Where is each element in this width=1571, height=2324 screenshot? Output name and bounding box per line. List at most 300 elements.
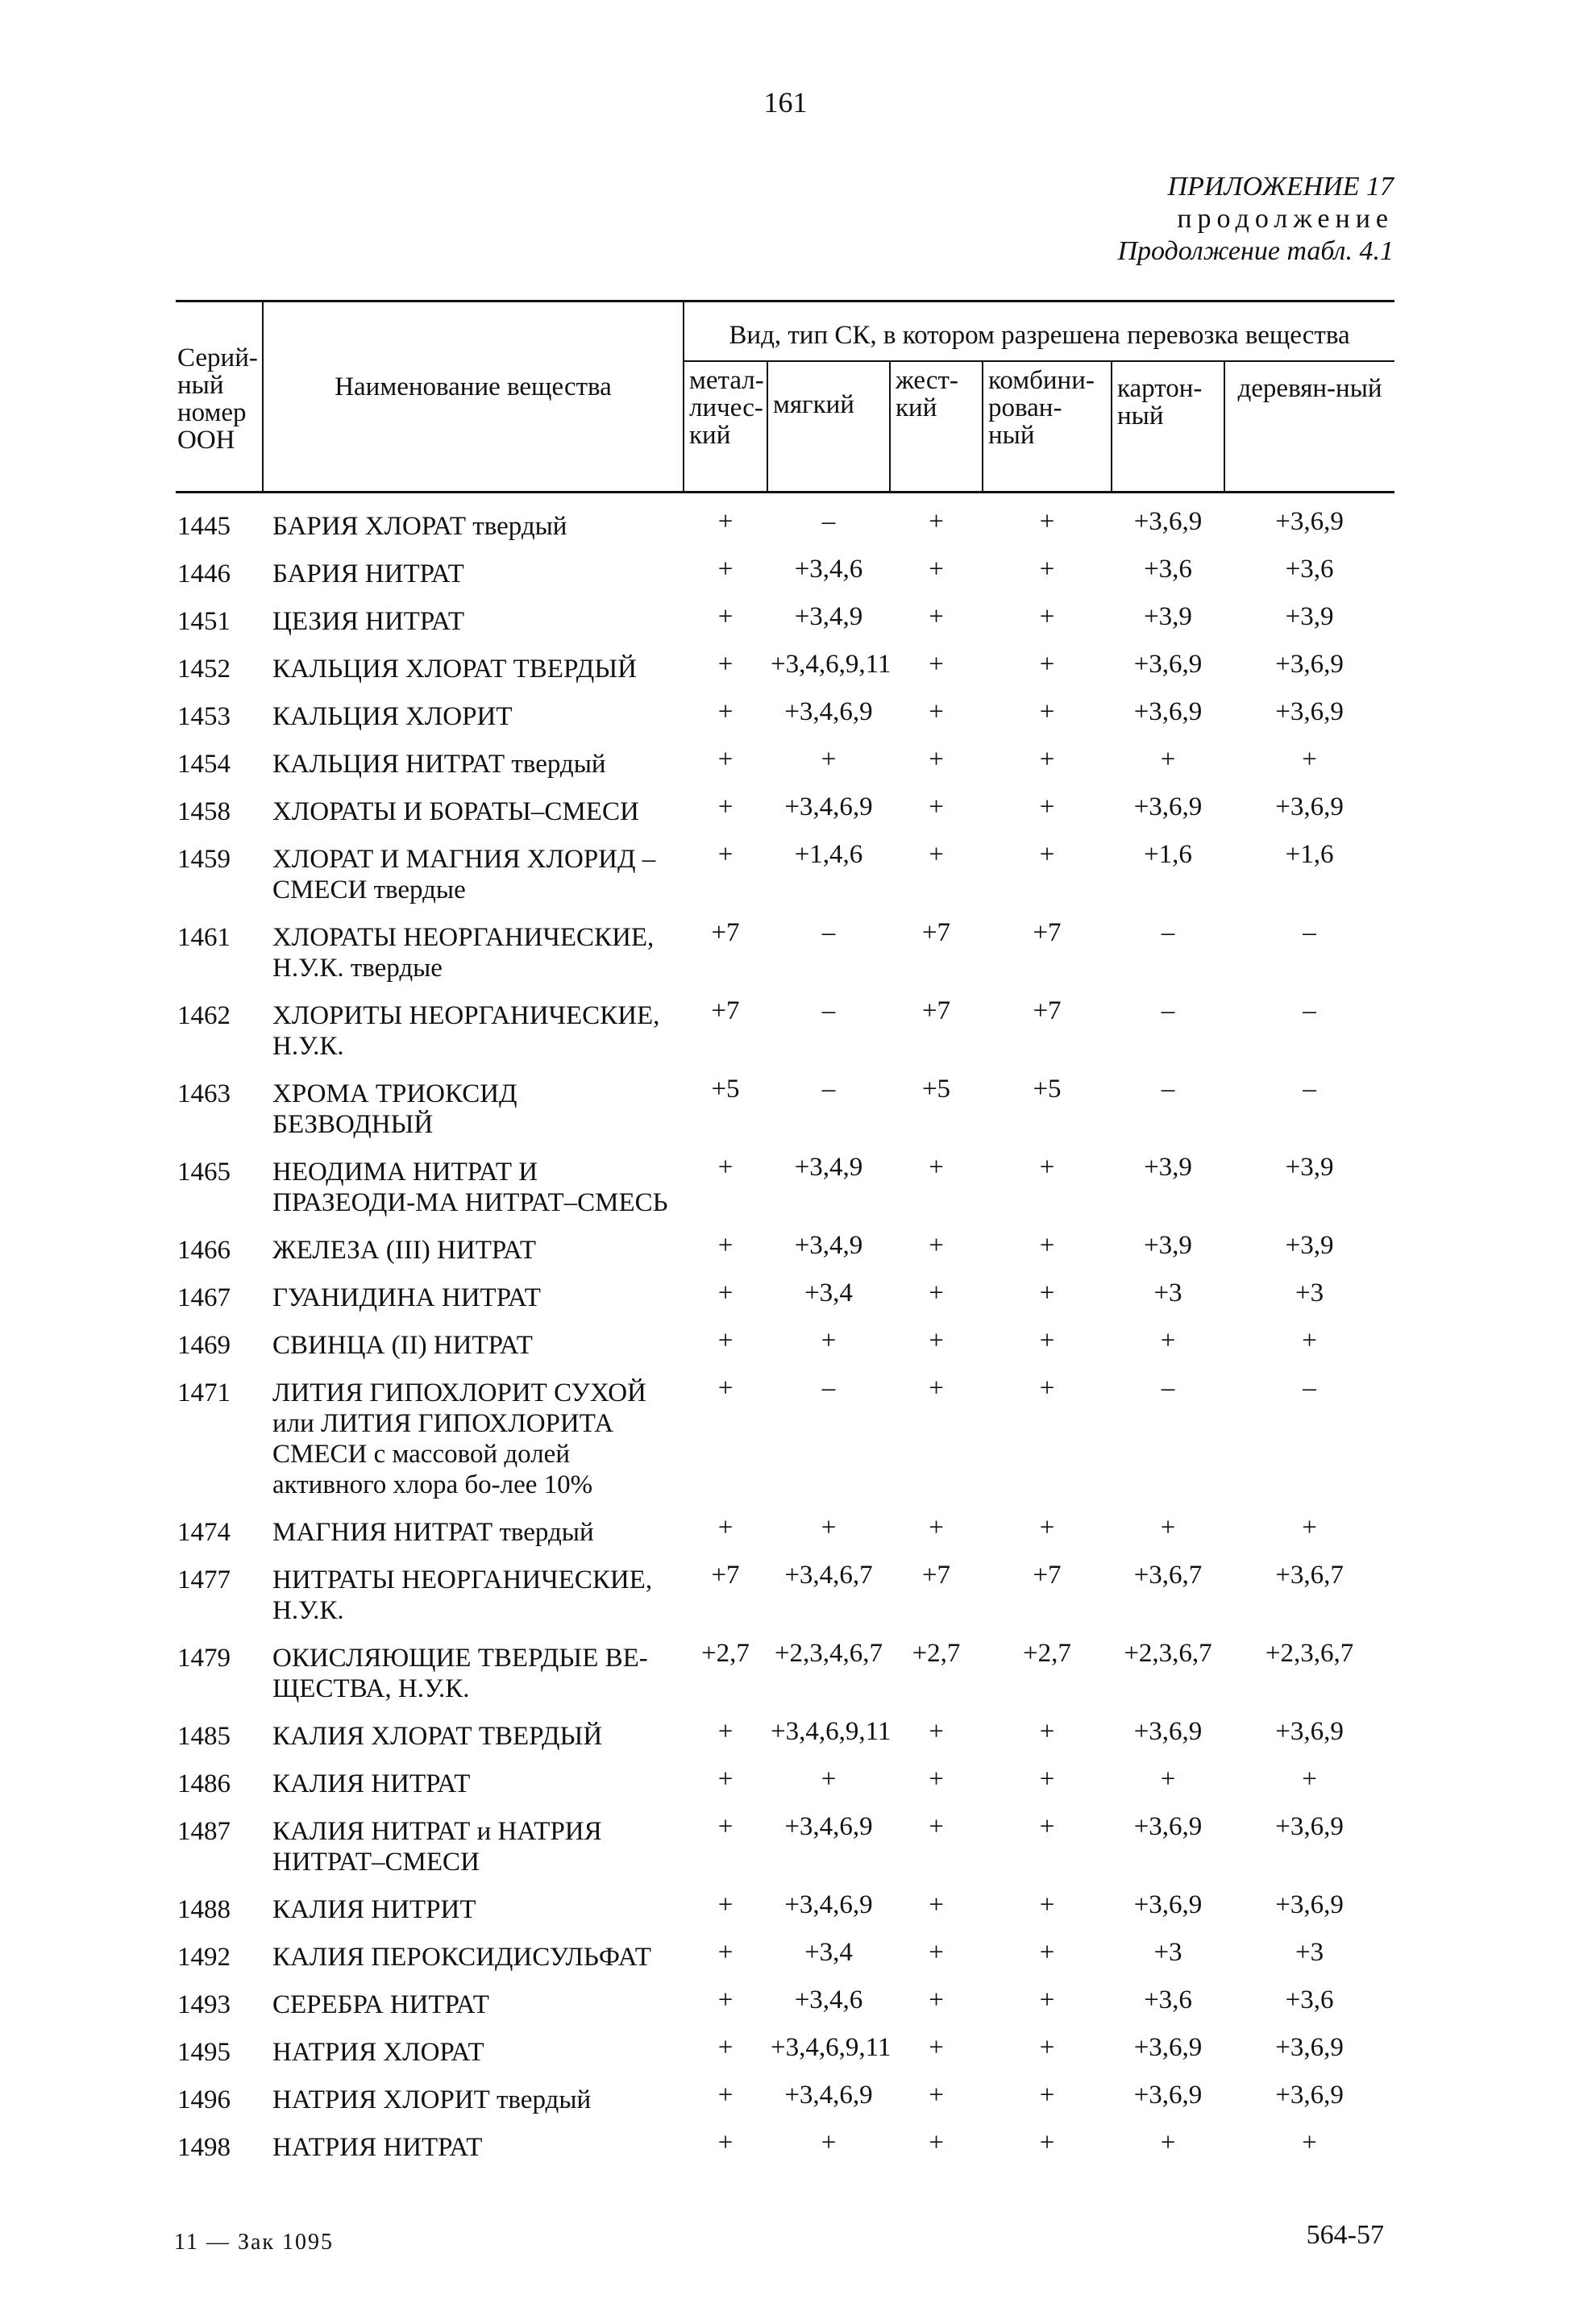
cell-wood-value: +2,3,6,7 bbox=[1265, 1639, 1354, 1668]
cell-substance-name: МАГНИЯ НИТРАТ твердый bbox=[272, 1518, 594, 1547]
cell-wood bbox=[1224, 596, 1394, 643]
cell-cardboard-value: – bbox=[1161, 918, 1175, 947]
cell-combined-value: + bbox=[1039, 792, 1055, 821]
cell-hard-value: + bbox=[929, 602, 944, 631]
cell-hard bbox=[890, 2074, 983, 2122]
cell-cardboard-value: +3,6,9 bbox=[1133, 1890, 1203, 1919]
cell-serial-number: 1485 bbox=[177, 1722, 231, 1751]
appendix-continuation: продолжение bbox=[1177, 204, 1394, 234]
cell-combined bbox=[983, 1931, 1112, 1979]
cell-substance-name: ЖЕЛЕЗА (III) НИТРАТ bbox=[272, 1236, 537, 1265]
cell-combined bbox=[983, 1320, 1112, 1367]
cell-soft-value: +3,4,6,7 bbox=[784, 1561, 873, 1590]
cell-cardboard-value: +3 bbox=[1153, 1278, 1182, 1308]
cell-combined-value: + bbox=[1039, 2033, 1055, 2062]
cell-metal-value: + bbox=[717, 2033, 734, 2062]
cell-combined-value: + bbox=[1039, 1513, 1055, 1542]
cell-metal-value: +2,7 bbox=[701, 1639, 750, 1668]
cell-wood bbox=[1224, 912, 1394, 990]
cell-wood-value: +3,6,9 bbox=[1275, 1812, 1344, 1841]
table-row bbox=[176, 912, 1394, 990]
cell-wood-value: +3 bbox=[1295, 1278, 1324, 1308]
cell-metal-value: +7 bbox=[711, 918, 740, 947]
cell-wood-value: +3,6,9 bbox=[1275, 2033, 1344, 2062]
table-row bbox=[176, 2074, 1394, 2122]
cell-substance-name: КАЛЬЦИЯ НИТРАТ твердый bbox=[272, 750, 606, 779]
cell-wood bbox=[1224, 1979, 1394, 2027]
cell-serial-number: 1459 bbox=[177, 845, 231, 874]
cell-soft bbox=[767, 990, 890, 1068]
cell-hard bbox=[890, 786, 983, 834]
cell-cardboard-value: +3,6,9 bbox=[1133, 792, 1203, 821]
cell-serial-number: 1463 bbox=[177, 1079, 231, 1108]
cell-combined-value: + bbox=[1039, 1278, 1055, 1308]
cell-cardboard bbox=[1112, 990, 1224, 1068]
cell-cardboard-value: +2,3,6,7 bbox=[1124, 1639, 1212, 1668]
cell-metal bbox=[684, 1272, 767, 1320]
cell-wood bbox=[1224, 738, 1394, 786]
cell-hard-value: + bbox=[929, 1153, 944, 1182]
cell-wood bbox=[1224, 1272, 1394, 1320]
cell-soft bbox=[767, 1806, 890, 1884]
table-row bbox=[176, 738, 1394, 786]
table-row bbox=[176, 1979, 1394, 2027]
cell-metal-value: + bbox=[717, 1153, 734, 1182]
cell-soft-value: +3,4,6 bbox=[794, 1985, 863, 2014]
cell-wood-value: + bbox=[1302, 1765, 1317, 1794]
cell-cardboard bbox=[1112, 1632, 1224, 1711]
cell-cardboard bbox=[1112, 738, 1224, 786]
cell-metal-value: + bbox=[717, 840, 734, 869]
cell-serial-number: 1479 bbox=[177, 1644, 231, 1673]
cell-combined-value: + bbox=[1039, 1812, 1055, 1841]
cell-serial-number: 1445 bbox=[177, 512, 231, 541]
table-row bbox=[176, 2027, 1394, 2074]
cell-combined bbox=[983, 493, 1112, 549]
footer-code: 564-57 bbox=[1306, 2220, 1384, 2250]
cell-wood bbox=[1224, 786, 1394, 834]
cell-hard bbox=[890, 691, 983, 738]
cell-soft-value: – bbox=[821, 996, 836, 1025]
cell-metal bbox=[684, 1931, 767, 1979]
cell-metal bbox=[684, 1224, 767, 1272]
cell-metal bbox=[684, 1979, 767, 2027]
cell-metal-value: + bbox=[717, 1890, 734, 1919]
cell-combined-value: + bbox=[1039, 1326, 1055, 1355]
cell-soft bbox=[767, 1507, 890, 1554]
cell-combined bbox=[983, 738, 1112, 786]
cell-cardboard bbox=[1112, 1068, 1224, 1146]
cell-combined bbox=[983, 834, 1112, 912]
cell-soft bbox=[767, 1320, 890, 1367]
cell-combined bbox=[983, 548, 1112, 596]
cell-metal bbox=[684, 1068, 767, 1146]
cell-combined bbox=[983, 1979, 1112, 2027]
cell-wood-value: +3 bbox=[1295, 1938, 1324, 1967]
cell-hard bbox=[890, 738, 983, 786]
cell-metal bbox=[684, 1146, 767, 1224]
cell-metal-value: + bbox=[717, 2128, 734, 2157]
cell-serial-number: 1451 bbox=[177, 607, 231, 636]
table-row bbox=[176, 1224, 1394, 1272]
cell-soft bbox=[767, 786, 890, 834]
cell-combined-value: + bbox=[1039, 1717, 1055, 1746]
cell-wood-value: +3,6,9 bbox=[1275, 650, 1344, 679]
cell-metal bbox=[684, 738, 767, 786]
cell-wood bbox=[1224, 493, 1394, 549]
cell-hard bbox=[890, 1146, 983, 1224]
cell-substance-name: СВИНЦА (II) НИТРАТ bbox=[272, 1331, 533, 1360]
cell-hard-value: +7 bbox=[921, 996, 951, 1025]
cell-hard bbox=[890, 1632, 983, 1711]
cell-soft bbox=[767, 2074, 890, 2122]
cell-metal bbox=[684, 1884, 767, 1931]
cell-soft-value: – bbox=[821, 1374, 836, 1403]
cell-cardboard bbox=[1112, 1806, 1224, 1884]
cell-combined bbox=[983, 596, 1112, 643]
cell-combined-value: + bbox=[1039, 1153, 1055, 1182]
cell-wood-value: – bbox=[1303, 1075, 1316, 1104]
cell-soft-value: +3,4,6,9 bbox=[784, 697, 873, 726]
cell-cardboard-value: + bbox=[1160, 1765, 1176, 1794]
cell-combined-value: +7 bbox=[1033, 918, 1062, 947]
cell-metal-value: +7 bbox=[711, 1561, 740, 1590]
cell-substance-name: КАЛИЯ ХЛОРАТ ТВЕРДЫЙ bbox=[272, 1722, 603, 1751]
cell-cardboard-value: +1,6 bbox=[1144, 840, 1192, 869]
cell-combined bbox=[983, 1224, 1112, 1272]
header-combined: комбини-рован-ный bbox=[983, 361, 1112, 493]
cell-metal bbox=[684, 1367, 767, 1507]
header-cardboard: картон-ный bbox=[1112, 361, 1224, 493]
cell-soft bbox=[767, 738, 890, 786]
cell-combined-value: + bbox=[1039, 507, 1055, 536]
cell-wood-value: – bbox=[1303, 918, 1316, 947]
cell-substance-name: КАЛЬЦИЯ ХЛОРИТ bbox=[272, 702, 513, 731]
cell-cardboard-value: + bbox=[1160, 745, 1176, 774]
header-substance-name: Наименование вещества bbox=[263, 301, 684, 493]
table-row bbox=[176, 1068, 1394, 1146]
cell-cardboard-value: +3,6,9 bbox=[1133, 507, 1203, 536]
header-wood: деревян-ный bbox=[1224, 361, 1394, 493]
cell-soft-value: +3,4,6,9 bbox=[784, 2081, 873, 2110]
cell-soft bbox=[767, 643, 890, 691]
cell-soft-value: +3,4,6 bbox=[794, 555, 863, 584]
cell-hard-value: + bbox=[929, 1326, 944, 1355]
cell-substance-name: НАТРИЯ НИТРАТ bbox=[272, 2133, 483, 2162]
cell-wood bbox=[1224, 1806, 1394, 1884]
cell-metal-value: + bbox=[717, 1812, 734, 1841]
cell-soft bbox=[767, 1884, 890, 1931]
cell-cardboard bbox=[1112, 2074, 1224, 2122]
cell-metal-value: + bbox=[717, 1231, 734, 1260]
cell-soft-value: +1,4,6 bbox=[794, 840, 863, 869]
cell-hard bbox=[890, 1884, 983, 1931]
cell-hard bbox=[890, 596, 983, 643]
cell-soft bbox=[767, 1146, 890, 1224]
cell-wood-value: – bbox=[1303, 996, 1316, 1025]
cell-combined-value: + bbox=[1039, 602, 1055, 631]
cell-metal bbox=[684, 1711, 767, 1758]
cell-hard bbox=[890, 1367, 983, 1507]
cell-hard-value: + bbox=[929, 697, 944, 726]
cell-serial-number: 1493 bbox=[177, 1990, 231, 2019]
cell-serial-number: 1461 bbox=[177, 923, 231, 952]
cell-wood bbox=[1224, 2074, 1394, 2122]
cell-soft bbox=[767, 2122, 890, 2169]
cell-combined-value: + bbox=[1039, 2081, 1055, 2110]
cell-substance-name: КАЛИЯ НИТРИТ bbox=[272, 1895, 476, 1924]
cell-soft-value: +3,4,9 bbox=[794, 602, 863, 631]
cell-combined bbox=[983, 2074, 1112, 2122]
cell-serial-number: 1466 bbox=[177, 1236, 231, 1265]
header-hard: жест-кий bbox=[890, 361, 983, 493]
cell-substance-name: КАЛЬЦИЯ ХЛОРАТ ТВЕРДЫЙ bbox=[272, 655, 637, 684]
table-row bbox=[176, 1367, 1394, 1507]
cell-substance-name: НЕОДИМА НИТРАТ И ПРАЗЕОДИ-МА НИТРАТ–СМЕСЬ bbox=[272, 1158, 668, 1217]
cell-cardboard-value: +3,6,9 bbox=[1133, 2081, 1203, 2110]
table-row bbox=[176, 1554, 1394, 1632]
cell-combined bbox=[983, 990, 1112, 1068]
cell-soft bbox=[767, 834, 890, 912]
cell-metal-value: + bbox=[717, 792, 734, 821]
cell-substance-name: НИТРАТЫ НЕОРГАНИЧЕСКИЕ, Н.У.К. bbox=[272, 1565, 653, 1625]
cell-combined-value: + bbox=[1039, 1231, 1055, 1260]
cell-combined-value: + bbox=[1039, 1374, 1055, 1403]
cell-combined bbox=[983, 1068, 1112, 1146]
cell-soft-value: +3,4,6,9,11 bbox=[771, 650, 891, 679]
header-metal: метал-личес-кий bbox=[684, 361, 767, 493]
cell-combined-value: +7 bbox=[1033, 996, 1062, 1025]
cell-hard-value: + bbox=[929, 650, 944, 679]
table-row bbox=[176, 1931, 1394, 1979]
table-row bbox=[176, 1507, 1394, 1554]
cell-combined bbox=[983, 2122, 1112, 2169]
cell-hard bbox=[890, 1711, 983, 1758]
cell-combined-value: + bbox=[1039, 1938, 1055, 1967]
cell-metal-value: +5 bbox=[711, 1075, 740, 1104]
cell-substance-name: БАРИЯ НИТРАТ bbox=[272, 559, 464, 588]
cell-soft-value: +3,4,9 bbox=[794, 1153, 863, 1182]
cell-hard-value: +2,7 bbox=[912, 1639, 961, 1668]
cell-wood bbox=[1224, 1758, 1394, 1806]
cell-soft-value: +3,4,6,9,11 bbox=[771, 1717, 891, 1746]
cell-soft-value: – bbox=[821, 918, 836, 947]
table-row bbox=[176, 493, 1394, 549]
cell-substance-name: ХЛОРАТЫ НЕОРГАНИЧЕСКИЕ, Н.У.К. твердые bbox=[272, 923, 655, 983]
cell-substance-name: КАЛИЯ НИТРАТ bbox=[272, 1769, 471, 1798]
cell-serial-number: 1467 bbox=[177, 1283, 231, 1312]
cell-hard bbox=[890, 990, 983, 1068]
cell-hard-value: + bbox=[929, 2128, 944, 2157]
cell-cardboard-value: – bbox=[1161, 996, 1175, 1025]
table-row bbox=[176, 990, 1394, 1068]
cell-substance-name: ХЛОРАТЫ И БОРАТЫ–СМЕСИ bbox=[272, 797, 639, 826]
cell-cardboard-value: + bbox=[1160, 1326, 1176, 1355]
cell-metal-value: + bbox=[717, 2081, 734, 2110]
cell-metal bbox=[684, 643, 767, 691]
cell-substance-name: НАТРИЯ ХЛОРИТ твердый bbox=[272, 2085, 592, 2114]
cell-cardboard-value: – bbox=[1161, 1374, 1175, 1403]
cell-wood bbox=[1224, 1632, 1394, 1711]
cell-soft-value: +3,4 bbox=[804, 1278, 853, 1308]
cell-cardboard bbox=[1112, 2122, 1224, 2169]
cell-hard-value: + bbox=[929, 1374, 944, 1403]
cell-serial-number: 1446 bbox=[177, 559, 231, 588]
cell-combined-value: + bbox=[1039, 840, 1055, 869]
cell-metal bbox=[684, 1320, 767, 1367]
table-row bbox=[176, 1632, 1394, 1711]
cell-cardboard-value: – bbox=[1161, 1075, 1175, 1104]
table-row bbox=[176, 786, 1394, 834]
cell-cardboard bbox=[1112, 1272, 1224, 1320]
cell-soft-value: – bbox=[821, 507, 836, 536]
cell-serial-number: 1474 bbox=[177, 1518, 231, 1547]
cell-wood bbox=[1224, 643, 1394, 691]
cell-wood bbox=[1224, 1068, 1394, 1146]
table-row bbox=[176, 2122, 1394, 2169]
cell-hard-value: +7 bbox=[921, 918, 951, 947]
page-number: 161 bbox=[763, 86, 808, 118]
cell-serial-number: 1469 bbox=[177, 1331, 231, 1360]
cell-soft bbox=[767, 548, 890, 596]
cell-wood-value: +1,6 bbox=[1285, 840, 1334, 869]
cell-cardboard bbox=[1112, 1224, 1224, 1272]
cell-cardboard-value: +3,6,9 bbox=[1133, 1717, 1203, 1746]
cell-hard bbox=[890, 912, 983, 990]
cell-cardboard-value: +3,9 bbox=[1144, 1153, 1192, 1182]
cell-soft-value: + bbox=[821, 745, 837, 774]
cell-cardboard-value: +3,6 bbox=[1144, 555, 1192, 584]
cell-wood bbox=[1224, 834, 1394, 912]
footer-order-number: 11 — Зак 1095 bbox=[174, 2230, 335, 2255]
substances-table bbox=[176, 300, 1394, 2169]
cell-wood bbox=[1224, 1554, 1394, 1632]
cell-combined bbox=[983, 1146, 1112, 1224]
cell-wood bbox=[1224, 1884, 1394, 1931]
cell-wood bbox=[1224, 691, 1394, 738]
table-row bbox=[176, 643, 1394, 691]
cell-combined bbox=[983, 2027, 1112, 2074]
cell-wood-value: +3,9 bbox=[1285, 602, 1334, 631]
cell-cardboard bbox=[1112, 1758, 1224, 1806]
cell-hard bbox=[890, 1979, 983, 2027]
cell-wood-value: +3,6,9 bbox=[1275, 1890, 1344, 1919]
header-container-type-group: Вид, тип СК, в котором разрешена перевозка вещества bbox=[684, 301, 1394, 362]
cell-cardboard-value: +3,6,9 bbox=[1133, 697, 1203, 726]
cell-soft bbox=[767, 2027, 890, 2074]
cell-combined-value: + bbox=[1039, 555, 1055, 584]
cell-combined bbox=[983, 1554, 1112, 1632]
cell-combined-value: +2,7 bbox=[1023, 1639, 1071, 1668]
cell-cardboard bbox=[1112, 548, 1224, 596]
cell-hard bbox=[890, 2027, 983, 2074]
cell-soft bbox=[767, 912, 890, 990]
cell-soft bbox=[767, 596, 890, 643]
cell-metal bbox=[684, 1554, 767, 1632]
cell-soft bbox=[767, 493, 890, 549]
cell-soft bbox=[767, 1367, 890, 1507]
cell-hard-value: + bbox=[929, 1890, 944, 1919]
cell-cardboard-value: +3,6,9 bbox=[1133, 2033, 1203, 2062]
cell-metal-value: + bbox=[717, 1765, 734, 1794]
cell-wood-value: +3,6,9 bbox=[1275, 697, 1344, 726]
cell-soft bbox=[767, 1711, 890, 1758]
cell-wood bbox=[1224, 548, 1394, 596]
cell-soft-value: +3,4,9 bbox=[794, 1231, 863, 1260]
cell-hard bbox=[890, 548, 983, 596]
cell-hard-value: + bbox=[929, 1812, 944, 1841]
cell-cardboard-value: +3,6,9 bbox=[1133, 650, 1203, 679]
cell-metal bbox=[684, 493, 767, 549]
cell-cardboard-value: +3 bbox=[1153, 1938, 1182, 1967]
cell-combined bbox=[983, 786, 1112, 834]
cell-soft-value: +2,3,4,6,7 bbox=[774, 1639, 883, 1668]
cell-metal-value: + bbox=[717, 697, 734, 726]
cell-wood-value: + bbox=[1302, 1513, 1317, 1542]
cell-cardboard-value: +3,6,9 bbox=[1133, 1812, 1203, 1841]
cell-hard bbox=[890, 2122, 983, 2169]
cell-wood bbox=[1224, 1507, 1394, 1554]
cell-metal-value: + bbox=[717, 1278, 734, 1308]
cell-metal-value: + bbox=[717, 1326, 734, 1355]
cell-hard-value: + bbox=[929, 1717, 944, 1746]
cell-hard-value: + bbox=[929, 2033, 944, 2062]
cell-metal-value: + bbox=[717, 1938, 734, 1967]
table-row bbox=[176, 1320, 1394, 1367]
cell-metal bbox=[684, 691, 767, 738]
cell-soft-value: +3,4,6,9,11 bbox=[771, 2033, 891, 2062]
cell-serial-number: 1486 bbox=[177, 1769, 231, 1798]
cell-soft bbox=[767, 1224, 890, 1272]
cell-combined bbox=[983, 1806, 1112, 1884]
table-continuation-ref: Продолжение табл. 4.1 bbox=[1117, 236, 1394, 266]
cell-soft-value: – bbox=[821, 1075, 836, 1104]
cell-metal bbox=[684, 912, 767, 990]
cell-metal-value: + bbox=[717, 555, 734, 584]
cell-cardboard bbox=[1112, 834, 1224, 912]
cell-cardboard bbox=[1112, 786, 1224, 834]
cell-hard-value: + bbox=[929, 555, 944, 584]
cell-wood-value: +3,6,7 bbox=[1275, 1561, 1344, 1590]
cell-metal bbox=[684, 1806, 767, 1884]
cell-metal bbox=[684, 990, 767, 1068]
cell-combined-value: + bbox=[1039, 1765, 1055, 1794]
cell-cardboard bbox=[1112, 493, 1224, 549]
cell-soft-value: + bbox=[821, 1326, 837, 1355]
cell-cardboard bbox=[1112, 2027, 1224, 2074]
cell-wood bbox=[1224, 1224, 1394, 1272]
cell-serial-number: 1452 bbox=[177, 655, 231, 684]
cell-wood-value: +3,6 bbox=[1285, 555, 1334, 584]
cell-soft-value: +3,4,6,9 bbox=[784, 1890, 873, 1919]
appendix-title: ПРИЛОЖЕНИЕ 17 bbox=[1167, 172, 1394, 202]
cell-serial-number: 1498 bbox=[177, 2133, 231, 2162]
cell-wood-value: + bbox=[1302, 745, 1317, 774]
cell-metal bbox=[684, 2074, 767, 2122]
table-row bbox=[176, 1758, 1394, 1806]
cell-hard bbox=[890, 643, 983, 691]
table-row bbox=[176, 834, 1394, 912]
cell-serial-number: 1471 bbox=[177, 1378, 231, 1407]
cell-metal-value: + bbox=[717, 602, 734, 631]
cell-wood bbox=[1224, 1711, 1394, 1758]
cell-cardboard bbox=[1112, 1320, 1224, 1367]
cell-soft bbox=[767, 1979, 890, 2027]
cell-combined-value: +5 bbox=[1033, 1075, 1062, 1104]
cell-metal-value: + bbox=[717, 1717, 734, 1746]
cell-combined bbox=[983, 1367, 1112, 1507]
cell-combined-value: + bbox=[1039, 697, 1055, 726]
